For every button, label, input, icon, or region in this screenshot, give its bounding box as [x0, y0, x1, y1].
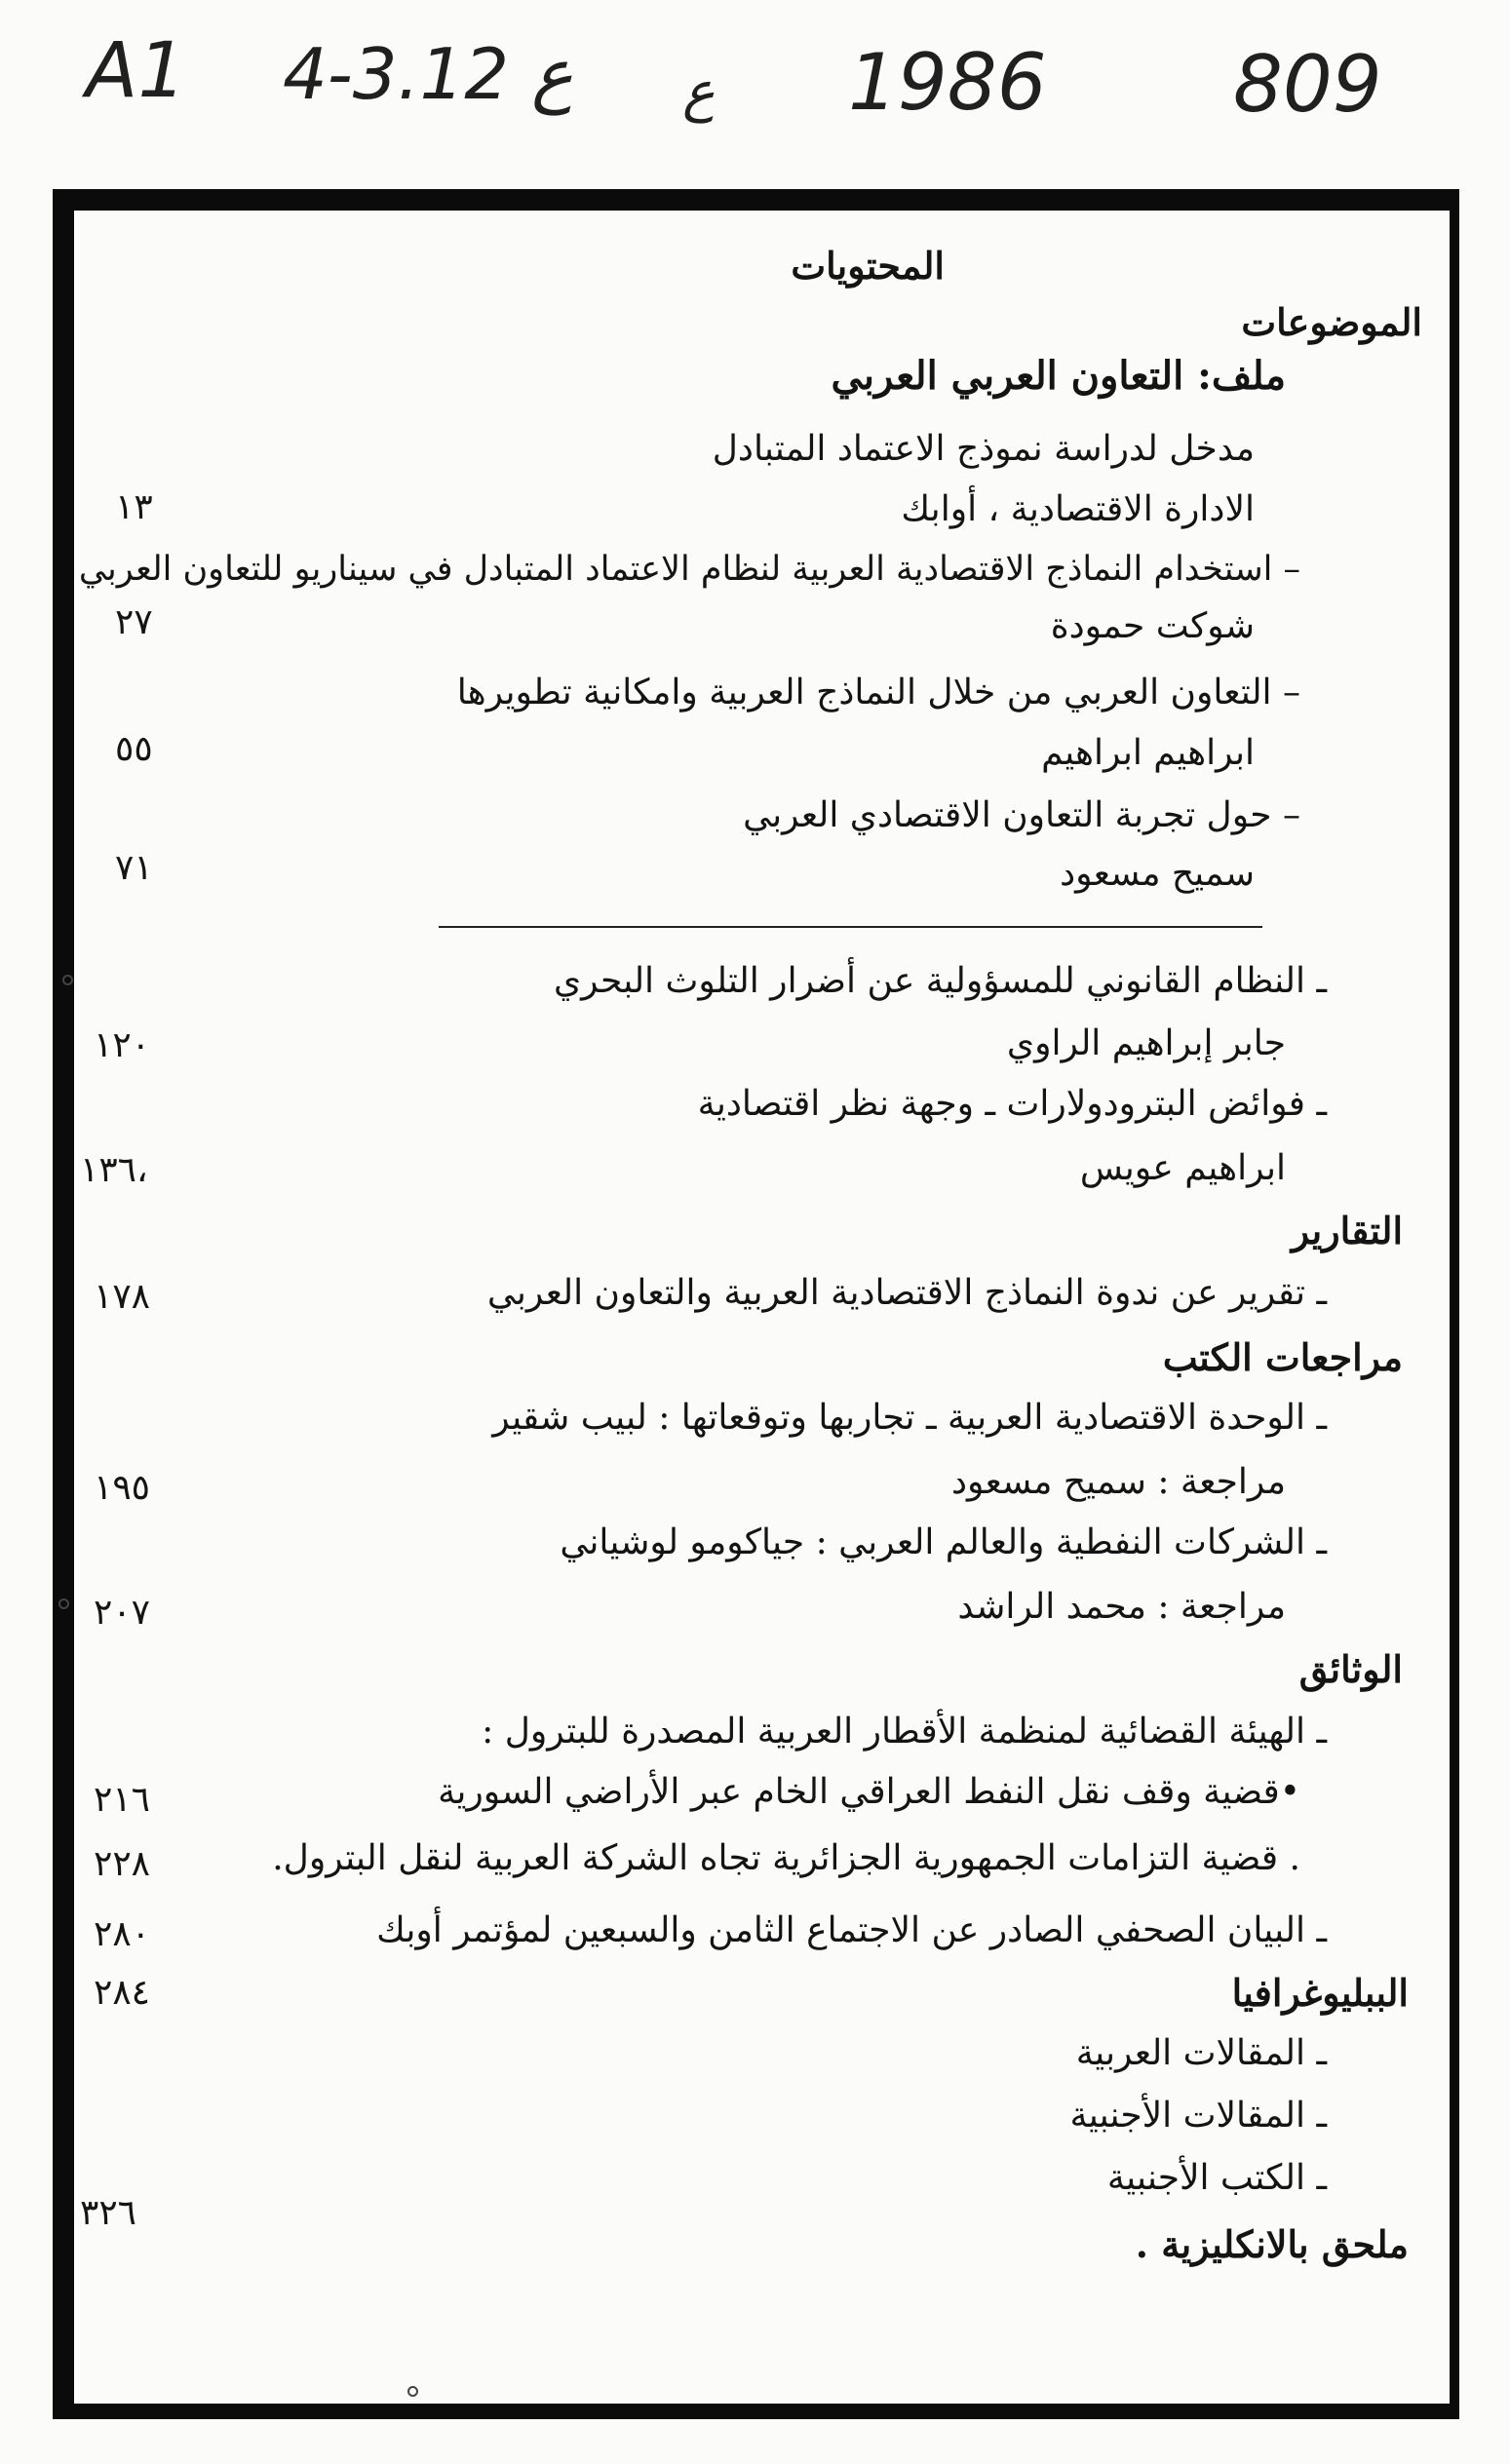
toc-entry-page: ٢٨٠: [94, 1914, 151, 1954]
toc-entry-reviewer: مراجعة : سميح مسعود: [950, 1462, 1286, 1502]
handwritten-series: 4-3.ع 12: [283, 33, 573, 115]
section-book-reviews: مراجعات الكتب: [1162, 1335, 1403, 1379]
toc-entry-title: مدخل لدراسة نموذج الاعتماد المتبادل: [712, 429, 1255, 469]
handwritten-number: 809: [1233, 39, 1382, 130]
toc-entry-page: ٧١: [115, 848, 153, 888]
toc-entry-page: ٢٧: [115, 602, 153, 642]
toc-entry-subitem: . قضية التزامات الجمهورية الجزائرية تجاه الشركة العربية لنقل البترول.: [272, 1838, 1300, 1878]
handwritten-issue-label: ع: [682, 60, 716, 124]
scan-speck: [407, 2386, 418, 2397]
scan-speck: [58, 1598, 69, 1609]
page-title: المحتويات: [791, 244, 945, 288]
toc-entry-title: ـ البيان الصحفي الصادر عن الاجتماع الثامن والسبعين لمؤتمر أوبك: [376, 1910, 1327, 1950]
toc-entry-page: ٢٢٨: [94, 1844, 151, 1884]
toc-entry-page: ٣٢٦: [80, 2193, 137, 2233]
toc-entry-page: ١٧٨: [94, 1277, 151, 1317]
toc-entry-title: ـ تقرير عن ندوة النماذج الاقتصادية العربية والتعاون العربي: [486, 1273, 1327, 1313]
toc-entry-page: ٢٠٧: [94, 1593, 151, 1633]
toc-entry-page: ١٢٠: [94, 1025, 151, 1065]
toc-entry-title: – استخدام النماذج الاقتصادية العربية لنظام الاعتماد المتبادل في سيناريو للتعاون العربي: [78, 550, 1300, 589]
scan-speck: [62, 975, 73, 985]
toc-entry-author: شوكت حمودة: [1050, 606, 1255, 646]
toc-entry-title: ـ الشركات النفطية والعالم العربي : جياكومو لوشياني: [560, 1522, 1327, 1562]
section-file: ملف: التعاون العربي العربي: [831, 353, 1286, 399]
toc-entry-page: ١٩٥: [94, 1468, 151, 1508]
section-bibliography: الببليوغرافيا: [1231, 1971, 1409, 2015]
toc-entry-page: ٢١٦: [94, 1780, 151, 1820]
section-reports: التقارير: [1291, 1209, 1403, 1252]
toc-entry-title: – التعاون العربي من خلال النماذج العربية وامكانية تطويرها: [456, 673, 1300, 712]
toc-entry-author: سميح مسعود: [1060, 854, 1255, 894]
toc-entry-bib-item: ـ المقالات العربية: [1075, 2033, 1327, 2073]
toc-entry-author: ابراهيم عويس: [1079, 1148, 1286, 1188]
toc-entry-author: ابراهيم ابراهيم: [1041, 733, 1255, 773]
toc-entry-page: ٢٨٤: [94, 1973, 151, 2013]
section-documents: الوثائق: [1298, 1647, 1403, 1691]
toc-entry-title: ـ الوحدة الاقتصادية العربية ـ تجاربها وتوقعاتها : لبيب شقير: [492, 1398, 1327, 1438]
section-topics: الموضوعات: [1241, 300, 1422, 344]
section-divider: [439, 926, 1262, 928]
toc-entry-title: ـ فوائض البترودولارات ـ وجهة نظر اقتصادية: [697, 1084, 1327, 1124]
toc-entry-title: – حول تجربة التعاون الاقتصادي العربي: [743, 795, 1300, 835]
handwritten-code: A1: [86, 27, 186, 115]
handwritten-year: 1986: [848, 37, 1047, 128]
toc-entry-author: جابر إبراهيم الراوي: [1006, 1023, 1286, 1063]
section-appendix: ملحق بالانكليزية .: [1135, 2222, 1409, 2266]
toc-entry-bib-item: ـ الكتب الأجنبية: [1106, 2158, 1327, 2198]
toc-entry-title: ـ الهيئة القضائية لمنظمة الأقطار العربية المصدرة للبترول :: [482, 1712, 1327, 1752]
toc-entry-subitem: •قضية وقف نقل النفط العراقي الخام عبر الأراضي السورية: [438, 1772, 1300, 1812]
toc-entry-reviewer: مراجعة : محمد الراشد: [957, 1587, 1286, 1627]
toc-entry-page: ١٣٦،: [80, 1150, 148, 1190]
toc-entry-page: ١٣: [115, 487, 153, 527]
toc-entry-bib-item: ـ المقالات الأجنبية: [1069, 2096, 1327, 2136]
toc-entry-title: ـ النظام القانوني للمسؤولية عن أضرار التلوث البحري: [553, 961, 1327, 1001]
toc-entry-page: ٥٥: [115, 729, 153, 769]
toc-entry-author: الادارة الاقتصادية ، أوابك: [901, 489, 1255, 529]
